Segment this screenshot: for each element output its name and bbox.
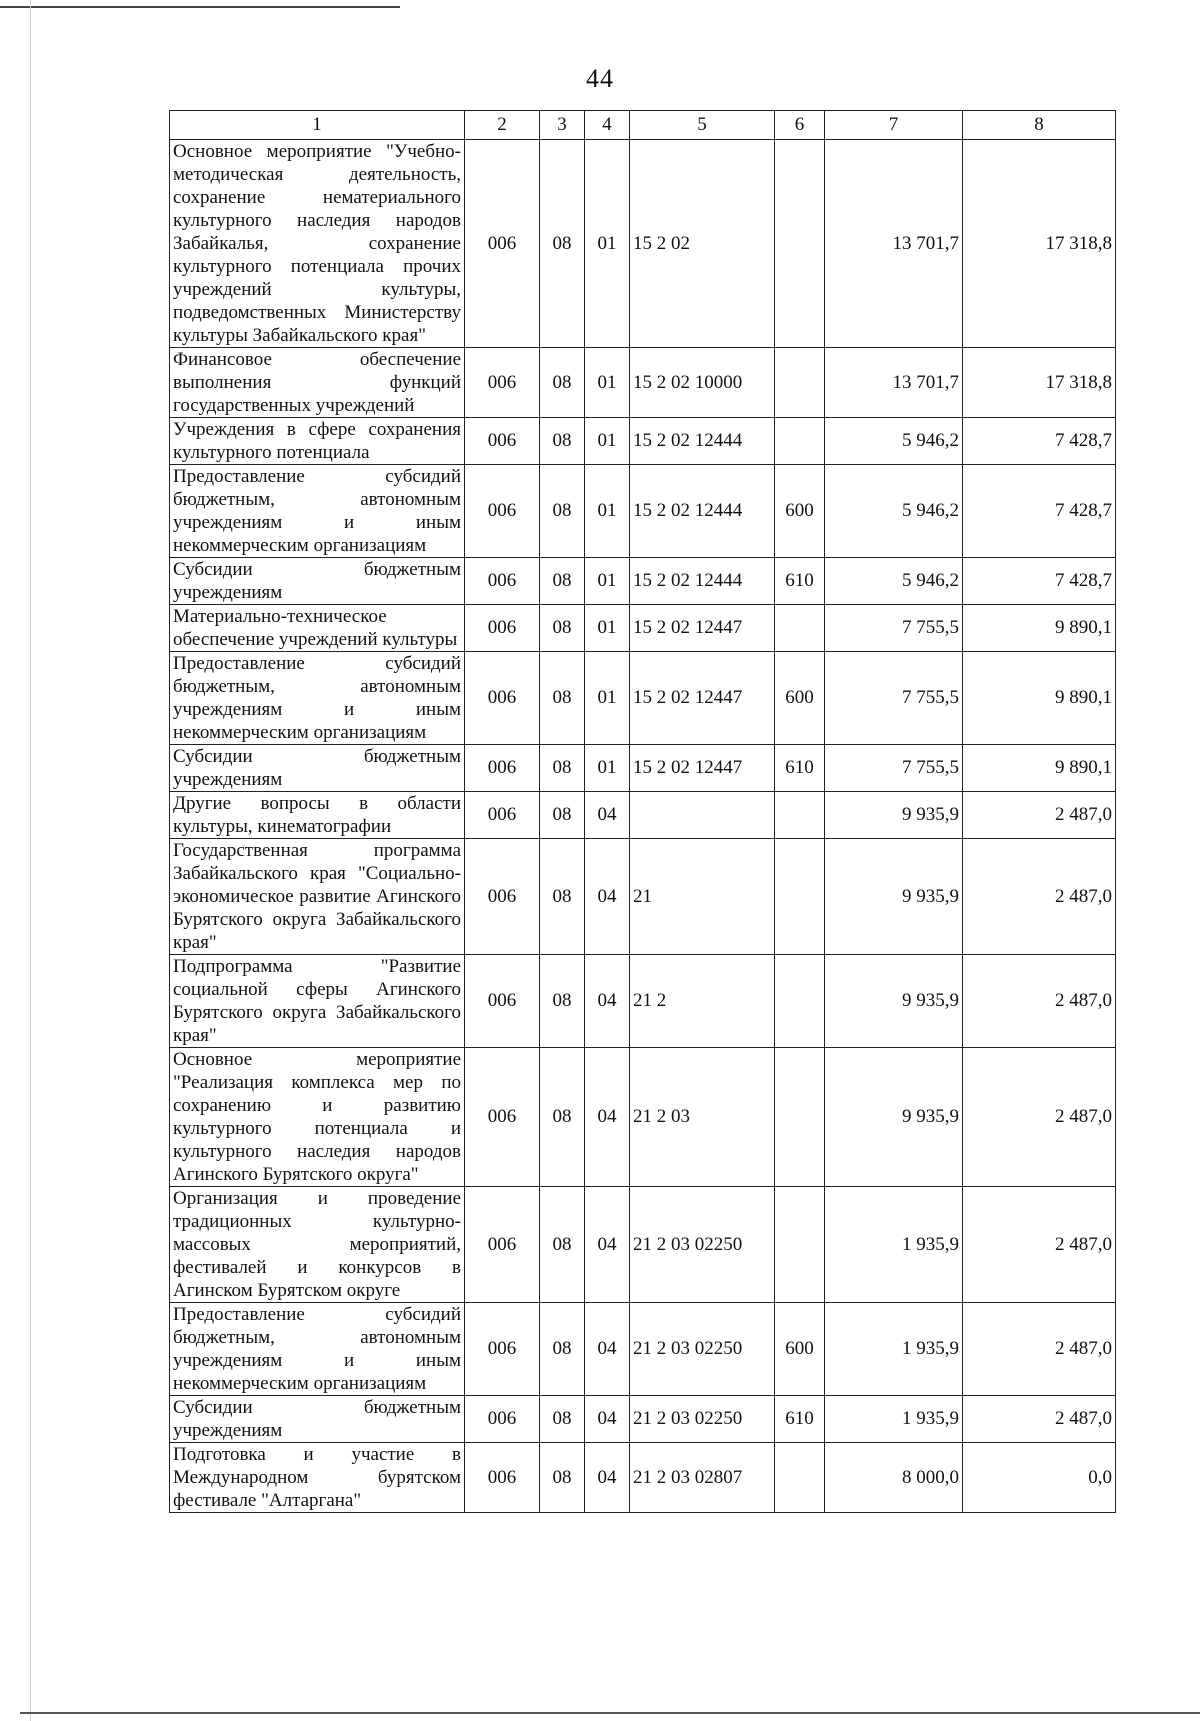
- scan-edge-bottom: [20, 1712, 1200, 1714]
- table-row: [170, 605, 1116, 652]
- cell-ministry-code: 006: [465, 1303, 540, 1396]
- cell-target-article: 15 2 02 12444: [630, 418, 775, 465]
- table-row: [170, 418, 1116, 465]
- cell-amount-2: 2 487,0: [963, 1048, 1116, 1187]
- cell-expense-type: 600: [775, 652, 825, 745]
- cell-expense-type: [775, 348, 825, 418]
- cell-ministry-code: 006: [465, 605, 540, 652]
- row-name: Материально-техническое обеспечение учреждений культуры: [170, 605, 465, 652]
- cell-subsection: 04: [585, 1396, 630, 1443]
- cell-amount-1: 9 935,9: [825, 839, 963, 955]
- cell-ministry-code: 006: [465, 1396, 540, 1443]
- cell-subsection: 01: [585, 418, 630, 465]
- cell-subsection: 04: [585, 839, 630, 955]
- cell-section: 08: [540, 792, 585, 839]
- cell-target-article: 21 2 03 02250: [630, 1187, 775, 1303]
- cell-expense-type: [775, 1187, 825, 1303]
- cell-section: 08: [540, 1048, 585, 1187]
- cell-ministry-code: 006: [465, 558, 540, 605]
- row-name: Предоставление субсидий бюджетным, автономным учреждениям и иным некоммерческим организациям: [170, 652, 465, 745]
- cell-target-article: 15 2 02 10000: [630, 348, 775, 418]
- cell-amount-2: 0,0: [963, 1443, 1116, 1513]
- cell-ministry-code: 006: [465, 745, 540, 792]
- cell-section: 08: [540, 1443, 585, 1513]
- column-header: 6: [775, 111, 825, 140]
- cell-subsection: 04: [585, 955, 630, 1048]
- row-name: Предоставление субсидий бюджетным, автономным учреждениям и иным некоммерческим организациям: [170, 465, 465, 558]
- cell-target-article: 21 2 03 02250: [630, 1396, 775, 1443]
- cell-subsection: 01: [585, 140, 630, 348]
- cell-amount-2: 2 487,0: [963, 1396, 1116, 1443]
- cell-ministry-code: 006: [465, 839, 540, 955]
- row-name: Субсидии бюджетным учреждениям: [170, 1396, 465, 1443]
- cell-target-article: [630, 792, 775, 839]
- table-row: [170, 955, 1116, 1048]
- cell-amount-1: 7 755,5: [825, 605, 963, 652]
- cell-amount-1: 1 935,9: [825, 1396, 963, 1443]
- column-header: 3: [540, 111, 585, 140]
- cell-amount-1: 9 935,9: [825, 955, 963, 1048]
- cell-expense-type: 600: [775, 1303, 825, 1396]
- row-name: Основное мероприятие "Учебно-методическая деятельность, сохранение нематериального культурного наследия народов Забайкалья, сохранение культурного потенциала прочих учреждений культуры, подведомственных Министерству культуры Забайкальского края": [170, 140, 465, 348]
- cell-amount-1: 5 946,2: [825, 558, 963, 605]
- page-number: 44: [586, 64, 614, 93]
- column-header: 8: [963, 111, 1116, 140]
- cell-section: 08: [540, 955, 585, 1048]
- cell-subsection: 01: [585, 652, 630, 745]
- cell-amount-1: 8 000,0: [825, 1443, 963, 1513]
- cell-section: 08: [540, 652, 585, 745]
- table-row: [170, 745, 1116, 792]
- cell-expense-type: [775, 418, 825, 465]
- cell-ministry-code: 006: [465, 465, 540, 558]
- cell-subsection: 01: [585, 348, 630, 418]
- cell-ministry-code: 006: [465, 418, 540, 465]
- row-name: Другие вопросы в области культуры, кинематографии: [170, 792, 465, 839]
- header-row: [170, 111, 1116, 140]
- cell-target-article: 21 2 03: [630, 1048, 775, 1187]
- cell-amount-2: 2 487,0: [963, 1187, 1116, 1303]
- cell-section: 08: [540, 558, 585, 605]
- cell-section: 08: [540, 465, 585, 558]
- table-row: [170, 465, 1116, 558]
- cell-amount-2: 7 428,7: [963, 465, 1116, 558]
- cell-amount-2: 9 890,1: [963, 652, 1116, 745]
- table-row: [170, 1396, 1116, 1443]
- column-header: 1: [170, 111, 465, 140]
- row-name: Основное мероприятие "Реализация комплекса мер по сохранению и развитию культурного потенциала и культурного наследия народов Агинского Бурятского округа": [170, 1048, 465, 1187]
- cell-amount-1: 7 755,5: [825, 745, 963, 792]
- cell-amount-1: 1 935,9: [825, 1187, 963, 1303]
- cell-amount-2: 2 487,0: [963, 792, 1116, 839]
- table-row: [170, 1187, 1116, 1303]
- cell-amount-1: 9 935,9: [825, 1048, 963, 1187]
- table-row: [170, 792, 1116, 839]
- table-row: [170, 839, 1116, 955]
- cell-amount-1: 9 935,9: [825, 792, 963, 839]
- cell-expense-type: 610: [775, 745, 825, 792]
- cell-subsection: 01: [585, 745, 630, 792]
- cell-ministry-code: 006: [465, 140, 540, 348]
- table-row: [170, 348, 1116, 418]
- cell-section: 08: [540, 418, 585, 465]
- cell-section: 08: [540, 839, 585, 955]
- cell-ministry-code: 006: [465, 1048, 540, 1187]
- cell-target-article: 15 2 02 12447: [630, 605, 775, 652]
- budget-table: [169, 110, 1116, 1513]
- row-name: Финансовое обеспечение выполнения функций государственных учреждений: [170, 348, 465, 418]
- cell-ministry-code: 006: [465, 348, 540, 418]
- column-header: 4: [585, 111, 630, 140]
- cell-expense-type: 610: [775, 558, 825, 605]
- cell-amount-1: 13 701,7: [825, 348, 963, 418]
- row-name: Субсидии бюджетным учреждениям: [170, 745, 465, 792]
- cell-section: 08: [540, 1396, 585, 1443]
- table-row: [170, 558, 1116, 605]
- row-name: Субсидии бюджетным учреждениям: [170, 558, 465, 605]
- cell-subsection: 04: [585, 1443, 630, 1513]
- cell-section: 08: [540, 348, 585, 418]
- table-row: [170, 1303, 1116, 1396]
- cell-expense-type: [775, 605, 825, 652]
- scan-edge-left: [30, 0, 31, 1721]
- row-name: Предоставление субсидий бюджетным, автономным учреждениям и иным некоммерческим организациям: [170, 1303, 465, 1396]
- cell-subsection: 04: [585, 1187, 630, 1303]
- cell-subsection: 04: [585, 1048, 630, 1187]
- cell-amount-2: 17 318,8: [963, 140, 1116, 348]
- cell-amount-2: 9 890,1: [963, 745, 1116, 792]
- cell-amount-2: 2 487,0: [963, 839, 1116, 955]
- cell-expense-type: 600: [775, 465, 825, 558]
- cell-ministry-code: 006: [465, 1443, 540, 1513]
- cell-amount-1: 5 946,2: [825, 465, 963, 558]
- cell-target-article: 21 2: [630, 955, 775, 1048]
- cell-target-article: 15 2 02 12447: [630, 652, 775, 745]
- table-row: [170, 1443, 1116, 1513]
- cell-target-article: 15 2 02 12444: [630, 465, 775, 558]
- cell-section: 08: [540, 1187, 585, 1303]
- cell-section: 08: [540, 605, 585, 652]
- cell-amount-1: 1 935,9: [825, 1303, 963, 1396]
- cell-ministry-code: 006: [465, 652, 540, 745]
- row-name: Подготовка и участие в Международном бурятском фестивале "Алтаргана": [170, 1443, 465, 1513]
- cell-amount-2: 7 428,7: [963, 558, 1116, 605]
- cell-expense-type: [775, 140, 825, 348]
- cell-expense-type: 610: [775, 1396, 825, 1443]
- cell-target-article: 15 2 02: [630, 140, 775, 348]
- cell-target-article: 21 2 03 02807: [630, 1443, 775, 1513]
- cell-amount-1: 5 946,2: [825, 418, 963, 465]
- cell-subsection: 01: [585, 605, 630, 652]
- row-name: Государственная программа Забайкальского края "Социально-экономическое развитие Агинского Бурятского округа Забайкальского края": [170, 839, 465, 955]
- cell-section: 08: [540, 140, 585, 348]
- column-header: 5: [630, 111, 775, 140]
- cell-target-article: 15 2 02 12444: [630, 558, 775, 605]
- cell-expense-type: [775, 792, 825, 839]
- cell-amount-1: 13 701,7: [825, 140, 963, 348]
- cell-amount-2: 2 487,0: [963, 1303, 1116, 1396]
- cell-amount-2: 17 318,8: [963, 348, 1116, 418]
- cell-ministry-code: 006: [465, 792, 540, 839]
- cell-target-article: 21 2 03 02250: [630, 1303, 775, 1396]
- row-name: Учреждения в сфере сохранения культурного потенциала: [170, 418, 465, 465]
- cell-amount-1: 7 755,5: [825, 652, 963, 745]
- table-row: [170, 140, 1116, 348]
- cell-expense-type: [775, 839, 825, 955]
- cell-expense-type: [775, 1048, 825, 1187]
- cell-target-article: 15 2 02 12447: [630, 745, 775, 792]
- cell-section: 08: [540, 745, 585, 792]
- table-row: [170, 652, 1116, 745]
- cell-subsection: 04: [585, 792, 630, 839]
- column-header: 2: [465, 111, 540, 140]
- row-name: Подпрограмма "Развитие социальной сферы Агинского Бурятского округа Забайкальского края": [170, 955, 465, 1048]
- row-name: Организация и проведение традиционных культурно-массовых мероприятий, фестивалей и конкурсов в Агинском Бурятском округе: [170, 1187, 465, 1303]
- column-header: 7: [825, 111, 963, 140]
- scan-edge-top: [0, 6, 400, 8]
- table-row: [170, 1048, 1116, 1187]
- cell-ministry-code: 006: [465, 955, 540, 1048]
- cell-amount-2: 9 890,1: [963, 605, 1116, 652]
- cell-expense-type: [775, 1443, 825, 1513]
- cell-amount-2: 7 428,7: [963, 418, 1116, 465]
- cell-subsection: 04: [585, 1303, 630, 1396]
- cell-expense-type: [775, 955, 825, 1048]
- cell-target-article: 21: [630, 839, 775, 955]
- cell-subsection: 01: [585, 558, 630, 605]
- cell-subsection: 01: [585, 465, 630, 558]
- cell-amount-2: 2 487,0: [963, 955, 1116, 1048]
- cell-section: 08: [540, 1303, 585, 1396]
- cell-ministry-code: 006: [465, 1187, 540, 1303]
